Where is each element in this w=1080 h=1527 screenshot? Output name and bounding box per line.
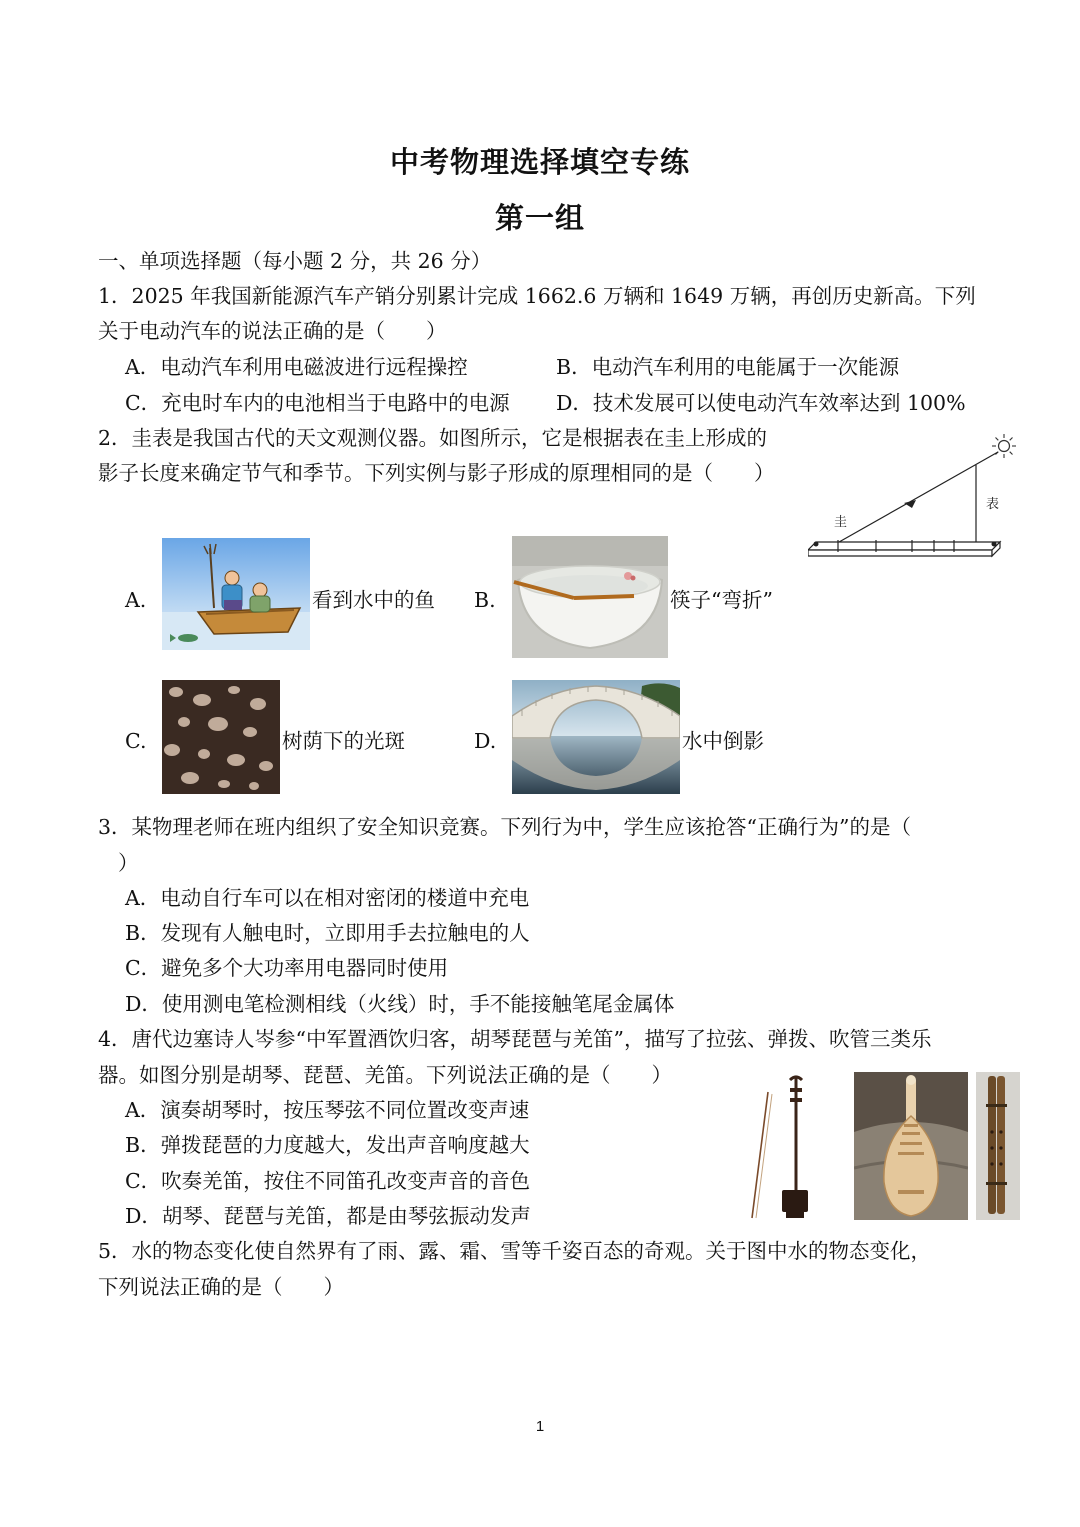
q2-stem-line2: 影子长度来确定节气和季节。下列实例与影子形成的原理相同的是（ ） bbox=[98, 461, 775, 485]
page-number: 1 bbox=[535, 1418, 545, 1435]
section-heading: 一、单项选择题（每小题 2 分，共 26 分） bbox=[98, 249, 492, 273]
biao-label: 表 bbox=[986, 497, 1000, 512]
bowl-chopsticks-image[interactable] bbox=[512, 536, 668, 658]
gnomon-diagram bbox=[808, 432, 1024, 570]
q1-option-a[interactable]: A．电动汽车利用电磁波进行远程操控 bbox=[125, 355, 468, 379]
q2-option-c-caption: 树荫下的光斑 bbox=[282, 729, 405, 753]
page-subtitle: 第一组 bbox=[494, 201, 585, 235]
q3-stem-line2: ） bbox=[118, 851, 139, 875]
q1-stem-line1: 1．2025 年我国新能源汽车产销分别累计完成 1662.6 万辆和 1649 万辆，再创历史新高。下列 bbox=[98, 284, 976, 308]
gui-label: 圭 bbox=[834, 515, 848, 530]
q1-stem-line2: 关于电动汽车的说法正确的是（ ） bbox=[98, 319, 447, 343]
q4-option-b[interactable]: B．弹拨琵琶的力度越大，发出声音响度越大 bbox=[125, 1133, 530, 1157]
q2-stem-line1: 2．圭表是我国古代的天文观测仪器。如图所示，它是根据表在圭上形成的 bbox=[98, 426, 768, 450]
pipa-image bbox=[854, 1072, 968, 1220]
q2-option-b-letter[interactable]: B. bbox=[474, 588, 496, 612]
bridge-reflection-image[interactable] bbox=[512, 680, 680, 794]
page-title: 中考物理选择填空专练 bbox=[389, 145, 690, 179]
q2-option-c-letter[interactable]: C. bbox=[125, 729, 147, 753]
q3-stem-line1: 3．某物理老师在班内组织了安全知识竞赛。下列行为中，学生应该抢答“正确行为”的是（ bbox=[98, 815, 912, 839]
tree-shade-light-spots-image[interactable] bbox=[162, 680, 280, 794]
fishing-boat-image[interactable] bbox=[162, 538, 310, 650]
q5-stem-line2: 下列说法正确的是（ ） bbox=[98, 1275, 344, 1299]
q1-option-d[interactable]: D．技术发展可以使电动汽车效率达到 100% bbox=[556, 391, 966, 415]
q4-option-d[interactable]: D．胡琴、琵琶与羌笛，都是由琴弦振动发声 bbox=[125, 1204, 531, 1228]
q3-option-c[interactable]: C．避免多个大功率用电器同时使用 bbox=[125, 956, 449, 980]
q1-option-c[interactable]: C．充电时车内的电池相当于电路中的电源 bbox=[125, 391, 510, 415]
q2-option-a-letter[interactable]: A. bbox=[125, 588, 147, 612]
q4-option-a[interactable]: A．演奏胡琴时，按压琴弦不同位置改变声速 bbox=[125, 1098, 530, 1122]
sun-icon bbox=[992, 434, 1016, 458]
q2-option-d-caption: 水中倒影 bbox=[682, 729, 764, 753]
q3-option-d[interactable]: D．使用测电笔检测相线（火线）时，手不能接触笔尾金属体 bbox=[125, 992, 675, 1016]
q4-stem-line2: 器。如图分别是胡琴、琵琶、羌笛。下列说法正确的是（ ） bbox=[98, 1063, 672, 1087]
qiangdi-image bbox=[976, 1072, 1020, 1220]
q3-option-a[interactable]: A．电动自行车可以在相对密闭的楼道中充电 bbox=[125, 886, 530, 910]
q2-option-d-letter[interactable]: D. bbox=[474, 729, 497, 753]
q2-option-b-caption: 筷子“弯折” bbox=[670, 588, 773, 612]
q4-option-c[interactable]: C．吹奏羌笛，按住不同笛孔改变声音的音色 bbox=[125, 1169, 531, 1193]
q2-option-a-caption: 看到水中的鱼 bbox=[312, 588, 435, 612]
q5-stem-line1: 5．水的物态变化使自然界有了雨、露、霜、雪等千姿百态的奇观。关于图中水的物态变化， bbox=[98, 1239, 932, 1263]
q1-option-b[interactable]: B．电动汽车利用的电能属于一次能源 bbox=[556, 355, 900, 379]
q3-option-b[interactable]: B．发现有人触电时，立即用手去拉触电的人 bbox=[125, 921, 530, 945]
huqin-image bbox=[744, 1072, 844, 1220]
q4-stem-line1: 4．唐代边塞诗人岑参“中军置酒饮归客，胡琴琵琶与羌笛”，描写了拉弦、弹拨、吹管三类乐 bbox=[98, 1027, 932, 1051]
